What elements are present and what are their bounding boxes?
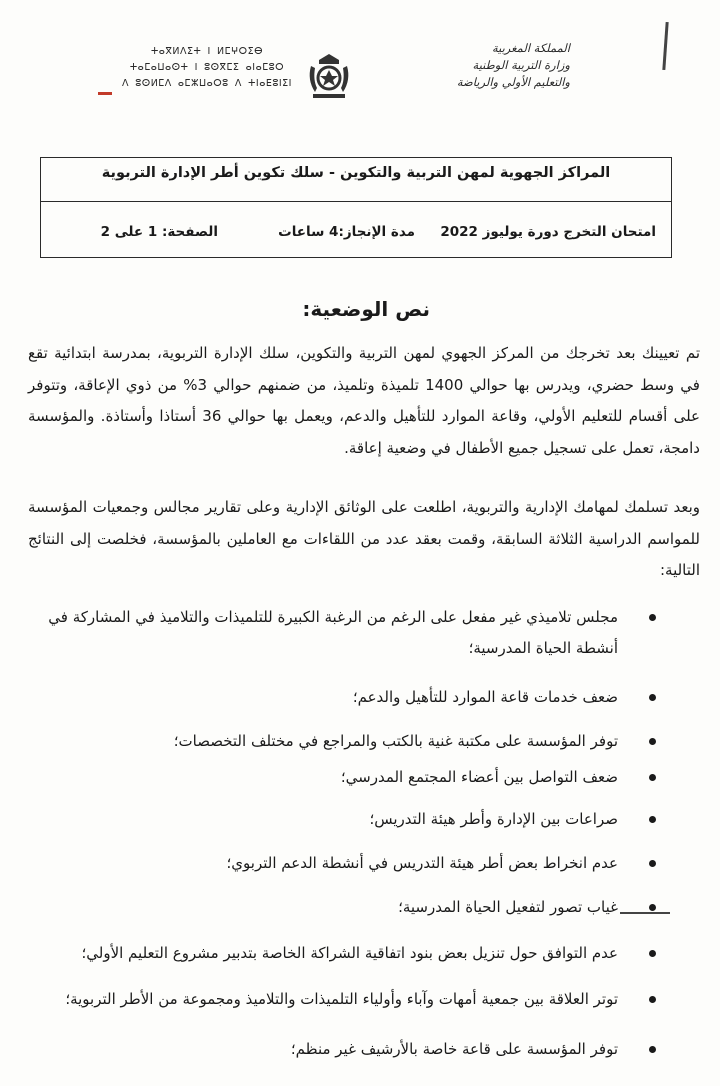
list-item: صراعات بين الإدارة وأطر هيئة التدريس؛ bbox=[20, 804, 700, 835]
situation-paragraph: تم تعيينك بعد تخرجك من المركز الجهوي لمهن التربية والتكوين، سلك الإدارة التربوية، بمدرسة ابتدائية تقع في وسط حضري، ويدرس بها حوالي 1400 تلميذة وتلميذ، من ضمنهم حوالي 3% من ذوي الإعاقة، وتتوفر على أقسام للتعليم الأولي، وقاعة الموارد للتأهيل والدعم، ويعمل بها حوالي 36 أستاذا وأستاذة. والمؤسسة دامجة، تعمل على تسجيل جميع الأطفال في وضعية إعاقة. bbox=[28, 344, 700, 457]
pen-mark bbox=[662, 22, 668, 70]
list-item: غياب تصور لتفعيل الحياة المدرسية؛ bbox=[20, 892, 700, 923]
exam-duration: مدة الإنجاز:4 ساعات bbox=[278, 224, 415, 240]
ministry-line: والتعليم الأولي والرياضة bbox=[456, 75, 570, 89]
bullet-icon bbox=[649, 614, 656, 621]
situation-heading: نص الوضعية: bbox=[302, 297, 430, 321]
bullet-icon bbox=[649, 1046, 656, 1053]
list-item: توتر العلاقة بين جمعية أمهات وآباء وأولياء التلميذات والتلاميذ ومجموعة من الأطر التربوية؛ bbox=[20, 984, 700, 1015]
list-item: توفر المؤسسة على مكتبة غنية بالكتب والمراجع في مختلف التخصصات؛ bbox=[20, 726, 700, 757]
handwritten-dash bbox=[620, 912, 670, 914]
list-item: مجلس تلاميذي غير مفعل على الرغم من الرغبة الكبيرة للتلميذات والتلاميذ في المشاركة في أنشطة الحياة المدرسية؛ bbox=[20, 602, 700, 664]
ministry-header-arabic bbox=[360, 40, 570, 91]
red-accent-mark bbox=[98, 92, 112, 95]
tifinagh-line: ⴷ ⵓⵙⵍⵎⴷ ⴰⵎⵣⵡⴰⵔⵓ ⴷ ⵜⵏⴰⴹⵓⵏⵉⵏ bbox=[122, 78, 292, 89]
bullet-icon bbox=[649, 860, 656, 867]
list-item: ضعف خدمات قاعة الموارد للتأهيل والدعم؛ bbox=[20, 682, 700, 713]
bullet-icon bbox=[649, 694, 656, 701]
ministry-line: المملكة المغربية bbox=[491, 41, 570, 55]
bullet-icon bbox=[649, 738, 656, 745]
ministry-header-tifinagh bbox=[112, 44, 302, 92]
situation-paragraph: وبعد تسلمك لمهامك الإدارية والتربوية، اطلعت على الوثائق الإدارية وعلى تقارير مجالس وجمعيات المؤسسة للمواسم الدراسية الثلاثة السابقة، وقمت بعقد عدد من اللقاءات مع العاملين بالمؤسسة، فخلصت إلى النتائج التالية: bbox=[28, 498, 700, 579]
centers-title: المراكز الجهوية لمهن التربية والتكوين - سلك تكوين أطر الإدارة التربوية bbox=[41, 158, 671, 202]
exam-meta-row bbox=[41, 210, 671, 250]
bullet-icon bbox=[649, 816, 656, 823]
exam-session: امتحان التخرج دورة يوليوز 2022 bbox=[440, 224, 656, 240]
exam-info-box bbox=[40, 157, 672, 258]
list-item: عدم التوافق حول تنزيل بعض بنود اتفاقية الشراكة الخاصة بتدبير مشروع التعليم الأولي؛ bbox=[20, 938, 700, 969]
list-item: ضعف التواصل بين أعضاء المجتمع المدرسي؛ bbox=[20, 762, 700, 793]
tifinagh-line: ⵜⴰⴳⵍⴷⵉⵜ ⵏ ⵍⵎⵖⵔⵉⴱ bbox=[150, 46, 264, 57]
page-indicator: الصفحة: 1 على 2 bbox=[100, 224, 218, 240]
bullet-icon bbox=[649, 904, 656, 911]
list-item: توفر المؤسسة على قاعة خاصة بالأرشيف غير منظم؛ bbox=[20, 1034, 700, 1065]
list-item: عدم انخراط بعض أطر هيئة التدريس في أنشطة الدعم التربوي؛ bbox=[20, 848, 700, 879]
ministry-line: وزارة التربية الوطنية bbox=[472, 58, 570, 72]
bullet-icon bbox=[649, 950, 656, 957]
bullet-icon bbox=[649, 996, 656, 1003]
kingdom-emblem-icon bbox=[305, 50, 353, 100]
bullet-icon bbox=[649, 774, 656, 781]
tifinagh-line: ⵜⴰⵎⴰⵡⴰⵙⵜ ⵏ ⵓⵙⴳⵎⵉ ⴰⵏⴰⵎⵓⵔ bbox=[129, 62, 285, 73]
